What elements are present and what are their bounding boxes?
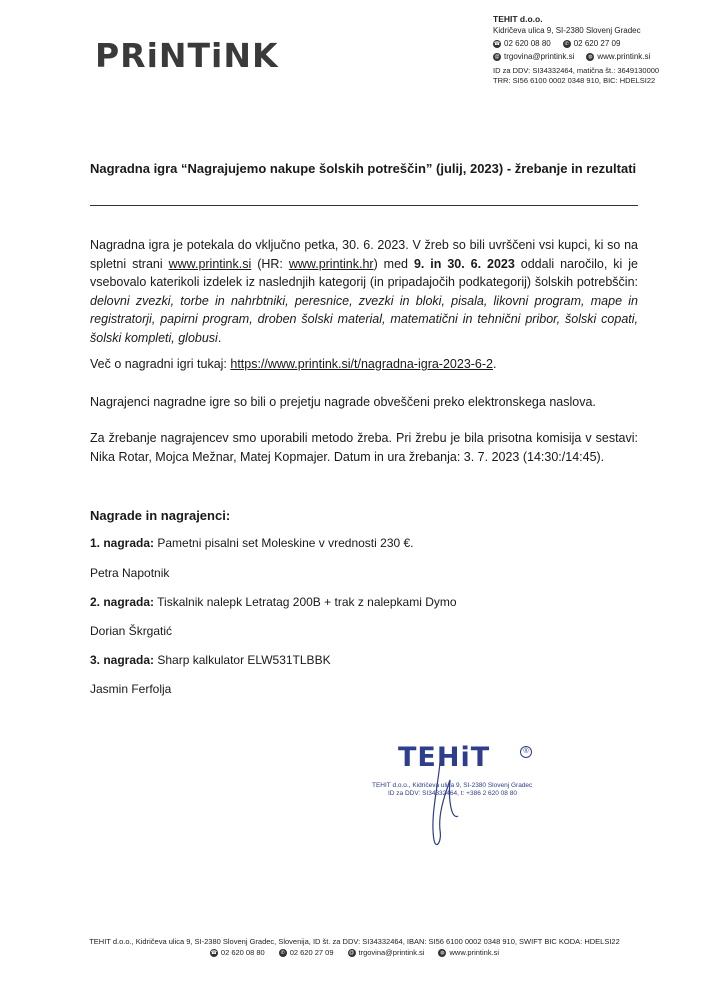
- prize-2-item: Tiskalnik nalepk Letratag 200B + trak z nalepkami Dymo: [157, 595, 457, 609]
- p2-text: Več o nagradni igri tukaj:: [90, 357, 231, 371]
- stamp-line-2: ID za DDV: SI34332464, t: +386 2 620 08 80: [388, 790, 517, 797]
- registered-icon: ®: [520, 746, 532, 758]
- p1-text-a: Nagradna igra je potekala do vključno petka, 30. 6. 2023. V žreb so bili uvrščeni vsi kupci, ki so na spletni strani: [90, 238, 638, 271]
- company-name: TEHIT d.o.o.: [493, 14, 543, 24]
- stamp-logo: TEHiT: [398, 742, 491, 773]
- prize-3-item: Sharp kalkulator ELW531TLBBK: [157, 653, 331, 667]
- prize-2: [90, 595, 457, 609]
- phone-2: 02 620 27 09: [573, 39, 621, 48]
- link-game-info[interactable]: https://www.printink.si/t/nagradna-igra-2023-6-2: [230, 357, 494, 371]
- link-printink-si[interactable]: www.printink.si: [168, 256, 252, 271]
- fax-icon: ✆: [564, 40, 569, 47]
- prize-1-label: 1. nagrada:: [90, 536, 155, 550]
- paragraph-intro: [90, 236, 638, 348]
- prizes-heading: Nagrade in nagrajenci:: [90, 508, 231, 523]
- footer-phone-1: 02 620 08 80: [220, 948, 265, 957]
- title-divider: [90, 205, 638, 206]
- web-text[interactable]: www.printink.si: [597, 52, 651, 61]
- p1-text-d: oddali naročilo, ki je vsebovalo katerikoli izdelek iz naslednjih kategorij (in pripadajočih podkategorij) šolskih potrebščin:: [90, 256, 638, 290]
- paragraph-notification: Nagrajenci nagradne igre so bili o prejetju nagrade obveščeni preko elektronskega naslova.: [90, 395, 596, 409]
- email-text[interactable]: trgovina@printink.si: [504, 52, 575, 61]
- contact-row-web: [493, 51, 693, 62]
- reg-line-2: TRR: SI56 6100 0002 0348 910, BIC: HDELSI22: [493, 76, 656, 85]
- footer-phone-2: 02 620 27 09: [289, 948, 334, 957]
- p1-categories: delovni zvezki, torbe in nahrbtniki, peresnice, zvezki in bloki, pisala, likovni program, mape in registratorji, papirni program, droben šolski material, matematični in tehnični pribor, šolski copati, šolski kompleti, globusi: [90, 293, 638, 345]
- footer-fax-icon: ✆: [280, 949, 285, 956]
- p1-text-e: .: [217, 330, 222, 345]
- p1-text-b: (HR:: [251, 256, 289, 271]
- footer-globe-icon: ◍: [440, 949, 445, 956]
- winner-3: Jasmin Ferfolja: [90, 682, 172, 696]
- footer-contacts: [0, 948, 709, 957]
- prize-2-label: 2. nagrada:: [90, 595, 155, 609]
- signature: [368, 742, 548, 852]
- prize-3: [90, 653, 331, 667]
- p1-text-c: ) med: [373, 256, 414, 271]
- paragraph-draw-method: Za žrebanje nagrajencev smo uporabili metodo žreba. Pri žrebu je bila prisotna komisija v sestavi: Nika Rotar, Mojca Mežnar, Matej Kopmajer. Datum in ura žrebanja: 3. 7. 2023 (14:30:/14:45).: [90, 431, 638, 464]
- footer-web[interactable]: www.printink.si: [449, 948, 500, 957]
- winner-1: Petra Napotnik: [90, 566, 170, 580]
- reg-line-1: ID za DDV: SI34332464, matična št.: 3649130000: [493, 66, 660, 75]
- p1-date-range: 9. in 30. 6. 2023: [413, 256, 515, 271]
- footer-email[interactable]: trgovina@printink.si: [358, 948, 425, 957]
- winner-2: Dorian Škrgatić: [90, 624, 173, 638]
- stamp-line-1: TEHIT d.o.o., Kidričeva ulica 9, SI-2380 Slovenj Gradec: [372, 782, 533, 789]
- footer-phone-icon: ☎: [210, 949, 218, 956]
- globe-icon: ◍: [588, 53, 593, 60]
- paragraph-more-info: [90, 355, 638, 374]
- phone-1: 02 620 08 80: [504, 39, 551, 48]
- company-address: Kidričeva ulica 9, SI-2380 Slovenj Gradec: [493, 26, 641, 35]
- phone-icon: ☎: [493, 40, 501, 47]
- link-printink-hr[interactable]: www.printink.hr: [288, 256, 374, 271]
- email-icon: @: [494, 53, 500, 60]
- printink-logo: PRiNTiNK: [95, 36, 279, 75]
- document-title: Nagradna igra “Nagrajujemo nakupe šolskih potreščin” (julij, 2023) - žrebanje in rezultati: [90, 161, 637, 176]
- contact-row-phones: [493, 38, 693, 49]
- footer-legal: TEHIT d.o.o., Kidričeva ulica 9, SI-2380 Slovenj Gradec, Slovenija, ID št. za DDV: SI34332464, IBAN: SI56 6100 0002 0348 910, SWIFT BIC KODA: HDELSI22: [89, 937, 620, 946]
- prize-1-item: Pametni pisalni set Moleskine v vrednosti 230 €.: [157, 536, 414, 550]
- prize-3-label: 3. nagrada:: [90, 653, 155, 667]
- company-header: [493, 14, 693, 86]
- footer-email-icon: @: [348, 949, 355, 956]
- company-stamp: [368, 742, 548, 852]
- prize-1: [90, 536, 414, 550]
- p2-end: .: [493, 357, 497, 371]
